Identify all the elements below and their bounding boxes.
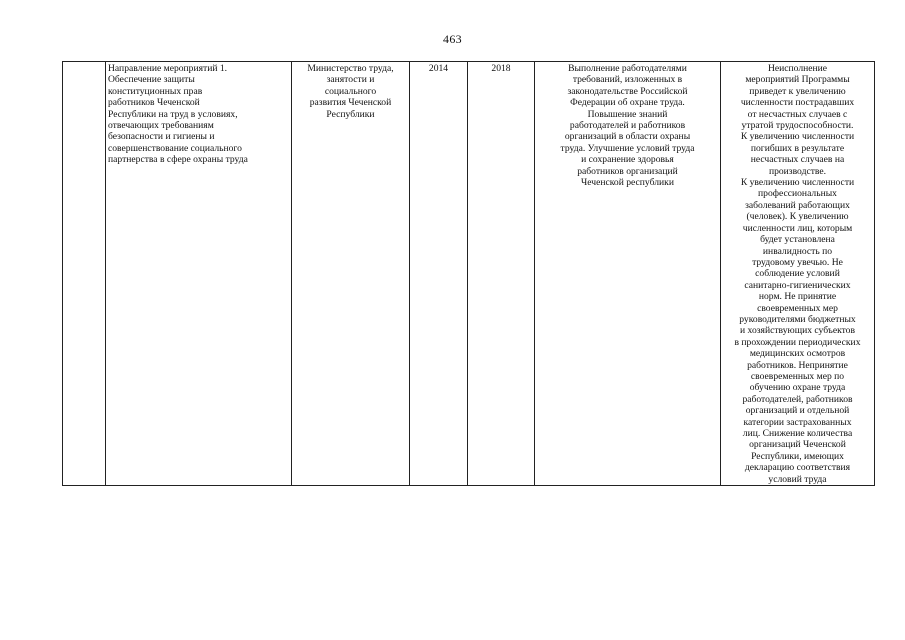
table-row: [63, 62, 875, 486]
end-year-text: 2018: [491, 63, 511, 74]
consequences-cell: [721, 62, 875, 486]
page-number: 463: [443, 32, 462, 46]
program-measures-table: [62, 61, 875, 486]
executor-text: Министерство труда, занятости и социального развития Чеченской Республики: [307, 63, 394, 120]
expected-result-text: Выполнение работодателями требований, изложенных в законодательстве Российской Федерации об охране труда. Повышение знаний работодателей и работников организаций в области охраны труда. Улучшение условий труда и сохранение здоровья работников организаций Чеченской республики: [560, 63, 695, 189]
expected-result-cell: [535, 62, 721, 486]
consequences-text: Неисполнение мероприятий Программы приведет к увеличению численности пострадавших от несчастных случаев с утратой трудоспособности. К увеличению численности погибших в результате несчастных случаев на производстве. К увеличению численности профессиональных заболеваний работающих (человек). К увеличению численности лиц, которым будет установлена инвалидность по трудовому увечью. Не соблюдение условий санитарно-гигиенических норм. Не принятие своевременных мер руководителями бюджетных и хозяйствующих субъектов в прохождении периодических медицинских осмотров работников. Непринятие своевременных мер по обучению охране труда работодателей, работников организаций и отдельной категории застрахованных лиц. Снижение количества организаций Чеченской Республики, имеющих декларацию соответствия условий труда: [734, 63, 861, 485]
end-year-cell: [468, 62, 535, 486]
start-year-text: 2014: [428, 63, 449, 74]
direction-text: Направление мероприятий 1. Обеспечение защиты конституционных прав работников Чеченской Республики на труд в условиях, отвечающих требованиям безопасности и гигиены и совершенствование социального партнерства в сфере охраны труда: [108, 63, 248, 166]
direction-cell: [106, 62, 292, 486]
row-number-cell: [63, 62, 106, 486]
executor-cell: [292, 62, 410, 486]
start-year-cell: [410, 62, 468, 486]
